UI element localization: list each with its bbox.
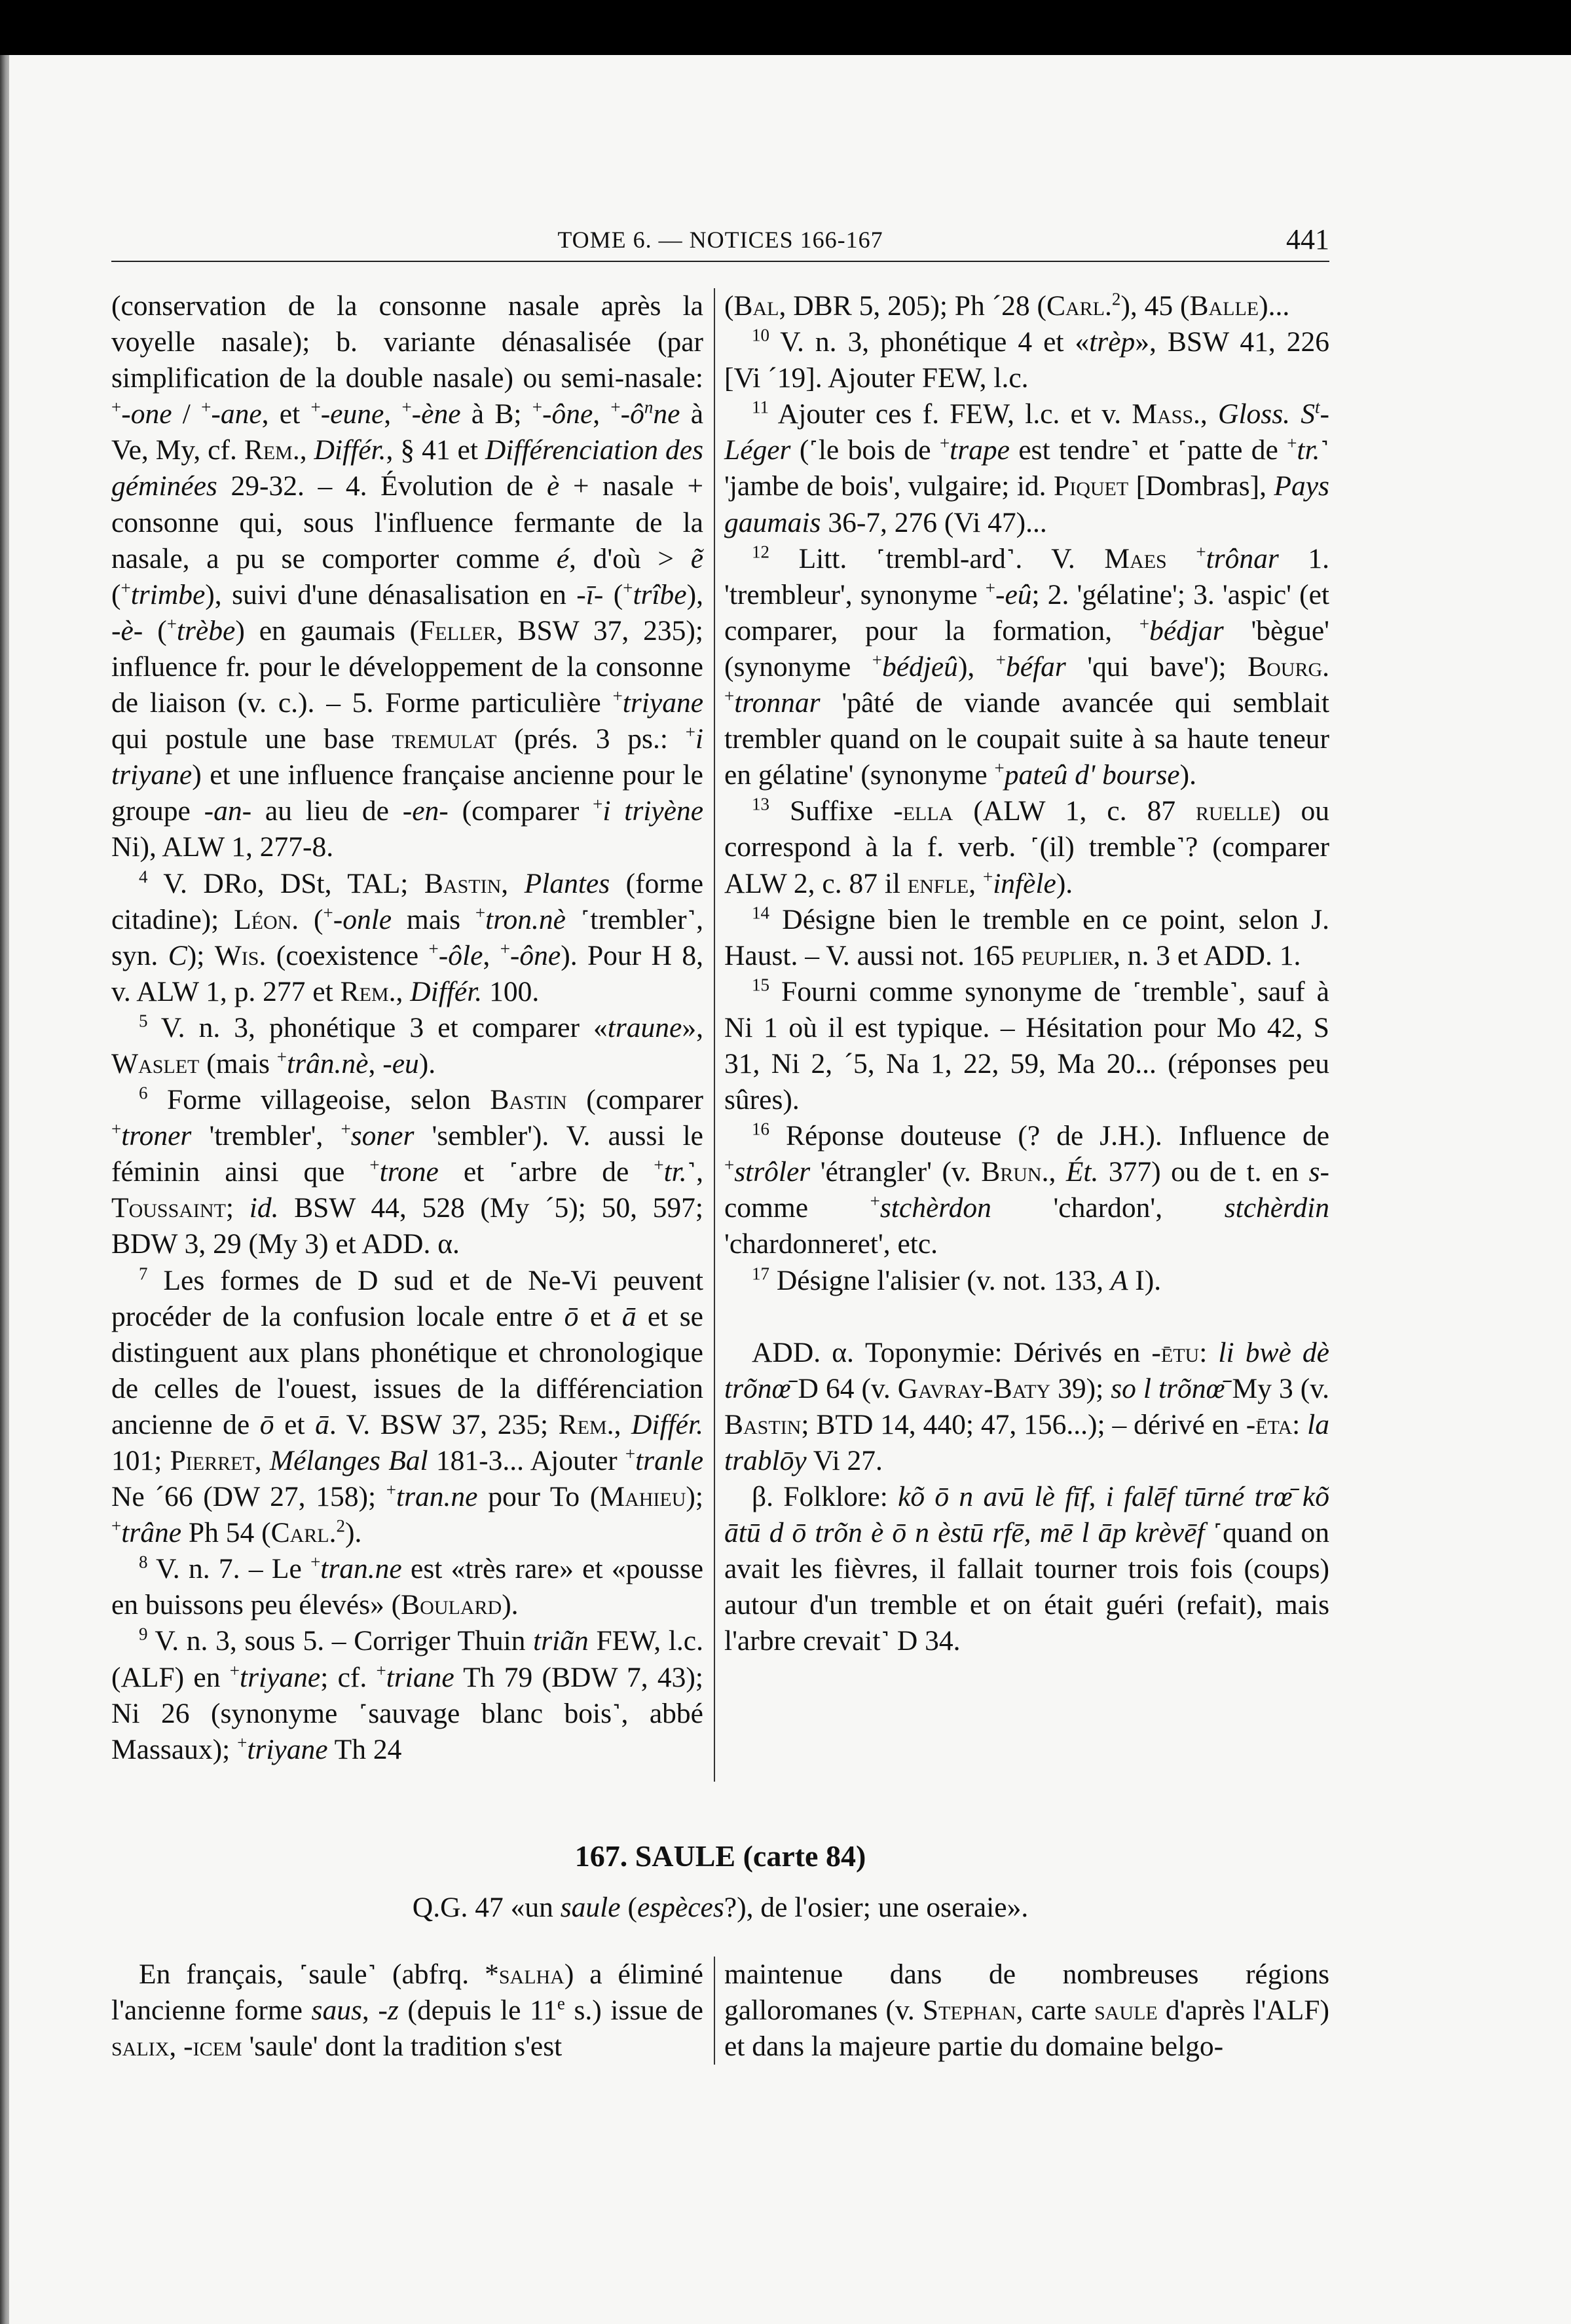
addendum-beta: β. Folklore: kõ ō n avū lè fīf, i falēf tūrné trœ̄ kõ ātū d ō trõn è ō n èstū rfē, mē l āp krèvēf ˹quand on avait les fièvres, il fallait tourner trois fois (coups) autour d'un tremble et on était guéri (refait), mais l'arbre crevait˺ D 34. <box>724 1481 1330 1657</box>
page-number: 441 <box>1286 223 1329 255</box>
footnote-11: $^{11}$ Ajouter ces f. FEW, l.c. et v. Mass., Gloss. $S^t$-Léger (˹le bois de +trape est tendre˺ et ˹patte de +tr.˺ 'jambe de bois', vulgaire; id. Piquet [Dombras], Pays gaumais 36-7, 276 (Vi 47)... <box>724 397 1330 538</box>
footnote-17: $^{17}$ Désigne l'alisier (v. not. 133, A I). <box>752 1264 1162 1296</box>
footnote-10: $^{10}$ V. n. 3, phonétique 4 et «trèp», BSW 41, 226 [Vi ´19]. Ajouter FEW, l.c. <box>724 325 1329 394</box>
footnote-9: $^9$ V. n. 3, sous 5. – Corriger Thuin triãn FEW, l.c. (ALF) en +triyane; cf. +triane Th 79 (BDW 7, 43); Ni 26 (synonyme ˹sauvage blanc bois˺, abbé Massaux); +triyane Th 24 <box>111 1624 704 1765</box>
running-head <box>111 221 1329 258</box>
body-left-column <box>111 1957 703 2065</box>
footnote-5: $^5$ V. n. 3, phonétique 3 et comparer «traune», Waslet (mais +trân.nè, -eu). <box>111 1011 703 1079</box>
body-paragraph-continuation: maintenue dans de nombreuses régions galloromanes (v. Stephan, carte saule d'après l'ALF) et dans la majeure partie du domaine belgo- <box>724 1959 1329 2063</box>
footnote-7: $^7$ Les formes de D sud et de Ne-Vi peuvent procéder de la confusion locale entre ō et ā et se distinguent aux plans phonétique et chronologique de celles de l'ouest, issues de la différenciation ancienne de ō et ā. V. BSW 37, 235; Rem., Différ. 101; Pierret, Mélanges Bal 181-3... Ajouter +tranle Ne ´66 (DW 27, 158); +tran.ne pour To (Mahieu); +trâne Ph 54 (Carl.$^2$). <box>111 1264 704 1549</box>
footnote-15: $^{15}$ Fourni comme synonyme de ˹tremble˺, sauf à Ni 1 où il est typique. – Hésitation pour Mo 42, S 31, Ni 2, ´5, Na 1, 22, 59, Ma 20... (réponses peu sûres). <box>724 975 1329 1116</box>
section-question: Q.G. 47 «un saule (espèces?), de l'osier; une oseraie». <box>412 1892 1029 1923</box>
running-head-title: TOME 6. — NOTICES 166-167 <box>557 227 883 253</box>
spacer <box>724 1299 1329 1335</box>
footnote-13: $^{13}$ Suffixe -ella (ALW 1, c. 87 ruelle) ou correspond à la f. verb. ˹(il) tremble˺? (comparer ALW 2, c. 87 il enfle, +infèle). <box>724 794 1329 899</box>
footnote-6: $^6$ Forme villageoise, selon Bastin (comparer +troner 'trembler', +soner 'sembler'). V. aussi le féminin ainsi que +trone et ˹arbre de +tr.˺, Toussaint; id. BSW 44, 528 (My ´5); 50, 597; BDW 3, 29 (My 3) et ADD. α. <box>111 1083 704 1260</box>
header-rule <box>111 261 1329 262</box>
body-right-column <box>724 1957 1329 2065</box>
column-divider <box>714 288 715 1782</box>
footnote-14: $^{14}$ Désigne bien le tremble en ce point, selon J. Haust. – V. aussi not. 165 peuplier, n. 3 et ADD. 1. <box>724 903 1329 971</box>
body-paragraph: En français, ˹saule˺ (abfrq. *salha) a éliminé l'ancienne forme saus, -z (depuis le 11e s.) issue de salix, -icem 'saule' dont la tradition s'est <box>111 1959 703 2063</box>
notes-left-column <box>111 288 703 1768</box>
footnote-16: $^{16}$ Réponse douteuse (? de J.H.). Influence de +strôler 'étrangler' (v. Brun., Ét. 377) ou de t. en s- comme +stchèrdon 'chardon', stchèrdin 'chardonneret', etc. <box>724 1119 1329 1260</box>
footnote-9-continuation: (Bal, DBR 5, 205); Ph ´28 (Carl.$^2$), 45 (Balle)... <box>724 289 1290 322</box>
section-heading: 167. SAULE (carte 84) <box>574 1839 866 1873</box>
addendum-alpha: ADD. α. Toponymie: Dérivés en -ētu: li bwè dè trõnœ̄ D 64 (v. Gavray-Baty 39); so l trõnœ̄ My 3 (v. Bastin; BTD 14, 440; 47, 156...); – dérivé en -ēta: la trablōy Vi 27. <box>724 1336 1330 1476</box>
note-continuation: (conservation de la consonne nasale après la voyelle nasale); b. variante dénasalisée (par simplification de la double nasale) ou semi-nasale: +-one / +-ane, et +-eune, +-ène à B; +-ône, $^+-ô^nne$ à Ve, My, cf. Rem., Différ., § 41 et Différenciation des géminées 29-32. – 4. Évolution de è + nasale + consonne qui, sous l'influence fermante de la nasale, a pu se comporter comme é, d'où > ẽ (+trimbe), suivi d'une dénasalisation en -ī- (+trîbe), -è- (+trèbe) en gaumais (Feller, BSW 37, 235); influence fr. pour le développement de la consonne de liaison (v. c.). – 5. Forme particulière +triyane qui postule une base tremulat (prés. 3 ps.: +i triyane) et une influence française ancienne pour le groupe -an- au lieu de -en- (comparer +i triyène Ni), ALW 1, 277-8. <box>111 290 704 863</box>
footnote-12: $^{12}$ Litt. ˹trembl-ard˺. V. Maes +trônar 1. 'trembleur', synonyme +-eû; 2. 'gélatine'; 3. 'aspic' (et comparer, pour la formation, +bédjar 'bègue' (synonyme +bédjeû), +béfar 'qui bave'); Bourg. +tronnar 'pâté de viande avancée qui semblait trembler quand on le coupait suite à sa haute teneur en gélatine' (synonyme +pateû d' bourse). <box>724 542 1330 791</box>
footnote-8: $^8$ V. n. 7. – Le +tran.ne est «très rare» et «pousse en buissons peu élevés» (Boulard). <box>111 1552 703 1621</box>
footnote-4: $^4$ V. DRo, DSt, TAL; Bastin, Plantes (forme citadine); Léon. (+-onle mais +tron.nè ˹trembler˺, syn. C); Wis. (coexistence +-ôle, +-ône). Pour H 8, v. ALW 1, p. 277 et Rem., Différ. 100. <box>111 867 704 1007</box>
notes-right-column <box>724 288 1329 1659</box>
column-divider-lower <box>714 1957 715 2065</box>
